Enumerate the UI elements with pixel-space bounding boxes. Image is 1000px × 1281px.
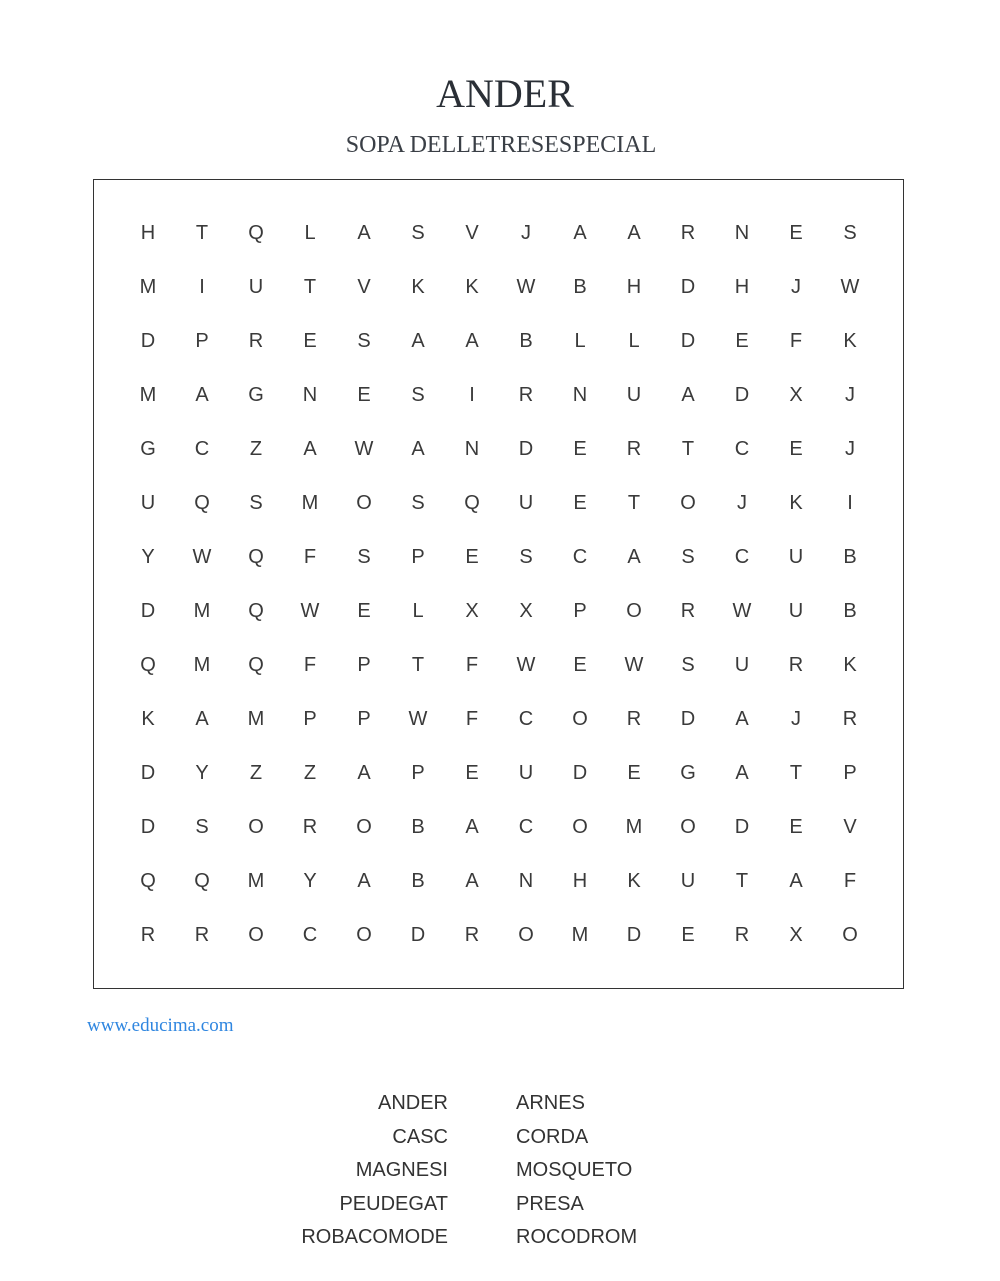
grid-cell-r10-c9[interactable]: E: [627, 761, 641, 784]
grid-cell-r2-c2[interactable]: R: [248, 329, 264, 352]
grid-cell-r2-c1[interactable]: P: [195, 329, 209, 352]
grid-cell-r11-c6[interactable]: A: [465, 815, 479, 838]
grid-cell-r12-c13[interactable]: F: [843, 869, 857, 892]
grid-cell-r6-c12[interactable]: U: [788, 545, 804, 568]
word-list-item: MAGNESI: [355, 1159, 448, 1181]
grid-cell-r12-c3[interactable]: Y: [303, 869, 317, 892]
grid-cell-r9-c5[interactable]: W: [408, 707, 428, 730]
grid-cell-r12-c8[interactable]: H: [572, 869, 588, 892]
word-list-item: ARNES: [516, 1092, 585, 1114]
grid-cell-r8-c4[interactable]: P: [357, 653, 371, 676]
grid-cell-r8-c3[interactable]: F: [303, 653, 317, 676]
grid-cell-r13-c7[interactable]: O: [518, 923, 534, 946]
grid-cell-r7-c13[interactable]: B: [843, 599, 857, 622]
grid-cell-r5-c6[interactable]: Q: [464, 491, 480, 514]
grid-cell-r6-c6[interactable]: E: [465, 545, 479, 568]
grid-cell-r5-c13[interactable]: I: [847, 491, 853, 514]
grid-cell-r7-c10[interactable]: R: [680, 599, 696, 622]
grid-cell-r3-c3[interactable]: N: [302, 383, 318, 406]
word-list-row: [0, 1155, 1000, 1189]
grid-cell-r11-c12[interactable]: E: [789, 815, 803, 838]
word-list-row: [0, 1088, 1000, 1122]
grid-cell-r12-c4[interactable]: A: [357, 869, 371, 892]
grid-cell-r9-c13[interactable]: R: [842, 707, 858, 730]
grid-cell-r3-c10[interactable]: A: [681, 383, 695, 406]
word-list-row: [0, 1222, 1000, 1256]
grid-cell-r4-c5[interactable]: A: [411, 437, 425, 460]
grid-cell-r13-c8[interactable]: M: [571, 923, 589, 946]
grid-cell-r5-c10[interactable]: O: [680, 491, 696, 514]
grid-cell-r1-c3[interactable]: T: [303, 275, 317, 298]
grid-cell-r2-c13[interactable]: K: [843, 329, 857, 352]
grid-cell-r8-c13[interactable]: K: [843, 653, 857, 676]
grid-cell-r11-c10[interactable]: O: [680, 815, 696, 838]
grid-cell-r3-c6[interactable]: I: [469, 383, 475, 406]
grid-cell-r13-c9[interactable]: D: [626, 923, 642, 946]
grid-cell-r10-c3[interactable]: Z: [303, 761, 317, 784]
grid-cell-r1-c12[interactable]: J: [791, 275, 801, 298]
grid-cell-r5-c12[interactable]: K: [789, 491, 803, 514]
grid-cell-r3-c12[interactable]: X: [789, 383, 803, 406]
grid-cell-r4-c13[interactable]: J: [845, 437, 855, 460]
grid-cell-r11-c2[interactable]: O: [248, 815, 264, 838]
grid-cell-r11-c4[interactable]: O: [356, 815, 372, 838]
grid-cell-r3-c0[interactable]: M: [139, 383, 157, 406]
grid-cell-r1-c13[interactable]: W: [840, 275, 860, 298]
grid-cell-r2-c0[interactable]: D: [140, 329, 156, 352]
grid-cell-r1-c10[interactable]: D: [680, 275, 696, 298]
grid-cell-r12-c11[interactable]: T: [735, 869, 749, 892]
word-list-item: MOSQUETO: [516, 1159, 633, 1181]
grid-cell-r1-c1[interactable]: I: [199, 275, 205, 298]
grid-cell-r5-c3[interactable]: M: [301, 491, 319, 514]
grid-cell-r5-c4[interactable]: O: [356, 491, 372, 514]
word-list-item: ROCODROM: [516, 1226, 638, 1248]
grid-cell-r1-c2[interactable]: U: [248, 275, 264, 298]
grid-cell-r10-c4[interactable]: A: [357, 761, 371, 784]
word-list-row: [0, 1122, 1000, 1156]
grid-cell-r4-c8[interactable]: E: [573, 437, 587, 460]
grid-cell-r9-c3[interactable]: P: [303, 707, 317, 730]
grid-cell-r10-c10[interactable]: G: [680, 761, 696, 784]
grid-cell-r10-c6[interactable]: E: [465, 761, 479, 784]
grid-cell-r12-c10[interactable]: U: [680, 869, 696, 892]
grid-cell-r10-c1[interactable]: Y: [195, 761, 209, 784]
grid-cell-r12-c1[interactable]: Q: [194, 869, 210, 892]
grid-cell-r11-c0[interactable]: D: [140, 815, 156, 838]
grid-cell-r8-c11[interactable]: U: [734, 653, 750, 676]
grid-cell-r9-c8[interactable]: O: [572, 707, 588, 730]
grid-cell-r6-c13[interactable]: B: [843, 545, 857, 568]
grid-cell-r13-c0[interactable]: R: [140, 923, 156, 946]
grid-cell-r6-c1[interactable]: W: [192, 545, 212, 568]
grid-cell-r3-c7[interactable]: R: [518, 383, 534, 406]
grid-cell-r0-c4[interactable]: A: [357, 221, 371, 244]
grid-cell-r7-c1[interactable]: M: [193, 599, 211, 622]
grid-cell-r9-c2[interactable]: M: [247, 707, 265, 730]
grid-cell-r0-c11[interactable]: N: [734, 221, 750, 244]
word-list-item: PRESA: [516, 1192, 584, 1215]
grid-cell-r0-c13[interactable]: S: [843, 221, 857, 244]
grid-cell-r2-c5[interactable]: A: [411, 329, 425, 352]
grid-cell-r13-c10[interactable]: E: [681, 923, 695, 946]
grid-cell-r7-c8[interactable]: P: [573, 599, 587, 622]
grid-cell-r6-c3[interactable]: F: [303, 545, 317, 568]
grid-cell-r12-c12[interactable]: A: [789, 869, 803, 892]
grid-cell-r11-c7[interactable]: C: [518, 815, 534, 838]
grid-cell-r11-c3[interactable]: R: [302, 815, 318, 838]
grid-cell-r6-c5[interactable]: P: [411, 545, 425, 568]
grid-cell-r9-c11[interactable]: A: [735, 707, 749, 730]
grid-cell-r11-c5[interactable]: B: [411, 815, 425, 838]
grid-cell-r11-c11[interactable]: D: [734, 815, 750, 838]
grid-cell-r7-c7[interactable]: X: [519, 599, 533, 622]
grid-cell-r3-c4[interactable]: E: [357, 383, 371, 406]
grid-cell-r9-c1[interactable]: A: [195, 707, 209, 730]
grid-cell-r13-c1[interactable]: R: [194, 923, 210, 946]
grid-cell-r5-c7[interactable]: U: [518, 491, 534, 514]
grid-cell-r6-c7[interactable]: S: [519, 545, 533, 568]
grid-cell-r9-c6[interactable]: F: [465, 707, 479, 730]
grid-cell-r1-c5[interactable]: K: [411, 275, 425, 298]
puzzle-subtitle: SOPA DELLETRESESPECIAL: [345, 132, 657, 158]
grid-cell-r4-c11[interactable]: C: [734, 437, 750, 460]
grid-cell-r11-c8[interactable]: O: [572, 815, 588, 838]
grid-cell-r8-c7[interactable]: W: [516, 653, 536, 676]
grid-cell-r8-c10[interactable]: S: [681, 653, 695, 676]
grid-cell-r4-c4[interactable]: W: [354, 437, 374, 460]
grid-cell-r0-c2[interactable]: Q: [248, 221, 264, 244]
grid-cell-r5-c11[interactable]: J: [737, 491, 747, 514]
grid-cell-r4-c12[interactable]: E: [789, 437, 803, 460]
grid-cell-r3-c2[interactable]: G: [248, 383, 264, 406]
grid-cell-r0-c6[interactable]: V: [465, 221, 479, 244]
grid-cell-r10-c0[interactable]: D: [140, 761, 156, 784]
grid-cell-r2-c8[interactable]: L: [574, 329, 586, 352]
grid-cell-r9-c10[interactable]: D: [680, 707, 696, 730]
grid-cell-r12-c6[interactable]: A: [465, 869, 479, 892]
grid-cell-r9-c9[interactable]: R: [626, 707, 642, 730]
grid-cell-r8-c9[interactable]: W: [624, 653, 644, 676]
grid-cell-r13-c11[interactable]: R: [734, 923, 750, 946]
grid-cell-r6-c9[interactable]: A: [627, 545, 641, 568]
grid-cell-r10-c12[interactable]: T: [789, 761, 803, 784]
grid-cell-r1-c9[interactable]: H: [626, 275, 642, 298]
grid-cell-r13-c4[interactable]: O: [356, 923, 372, 946]
grid-cell-r3-c5[interactable]: S: [411, 383, 425, 406]
grid-cell-r2-c12[interactable]: F: [789, 329, 803, 352]
grid-cell-r5-c1[interactable]: Q: [194, 491, 210, 514]
grid-cell-r13-c6[interactable]: R: [464, 923, 480, 946]
grid-cell-r12-c2[interactable]: M: [247, 869, 265, 892]
grid-cell-r0-c0[interactable]: H: [140, 221, 156, 244]
grid-cell-r10-c8[interactable]: D: [572, 761, 588, 784]
grid-cell-r10-c5[interactable]: P: [411, 761, 425, 784]
website-link[interactable]: www.educima.com: [87, 1015, 234, 1036]
grid-cell-r4-c1[interactable]: C: [194, 437, 210, 460]
grid-cell-r3-c13[interactable]: J: [845, 383, 855, 406]
word-list-row: [0, 1189, 1000, 1223]
grid-cell-r0-c7[interactable]: J: [521, 221, 531, 244]
grid-cell-r0-c9[interactable]: A: [627, 221, 641, 244]
grid-cell-r13-c3[interactable]: C: [302, 923, 318, 946]
grid-cell-r1-c4[interactable]: V: [357, 275, 371, 298]
grid-cell-r8-c2[interactable]: Q: [248, 653, 264, 676]
grid-cell-r10-c2[interactable]: Z: [249, 761, 263, 784]
grid-cell-r3-c11[interactable]: D: [734, 383, 750, 406]
grid-cell-r6-c11[interactable]: C: [734, 545, 750, 568]
grid-cell-r9-c7[interactable]: C: [518, 707, 534, 730]
grid-cell-r4-c6[interactable]: N: [464, 437, 480, 460]
grid-cell-r8-c5[interactable]: T: [411, 653, 425, 676]
grid-cell-r2-c10[interactable]: D: [680, 329, 696, 352]
grid-cell-r7-c11[interactable]: W: [732, 599, 752, 622]
grid-cell-r11-c1[interactable]: S: [195, 815, 209, 838]
grid-cell-r7-c2[interactable]: Q: [248, 599, 264, 622]
grid-cell-r6-c0[interactable]: Y: [141, 545, 155, 568]
grid-cell-r8-c0[interactable]: Q: [140, 653, 156, 676]
word-list-item: ROBACOMODE: [301, 1226, 448, 1248]
grid-cell-r10-c7[interactable]: U: [518, 761, 534, 784]
grid-cell-r2-c7[interactable]: B: [519, 329, 533, 352]
grid-cell-r2-c11[interactable]: E: [735, 329, 749, 352]
grid-cell-r0-c3[interactable]: L: [304, 221, 316, 244]
grid-cell-r7-c5[interactable]: L: [412, 599, 424, 622]
grid-cell-r6-c4[interactable]: S: [357, 545, 371, 568]
grid-cell-r13-c13[interactable]: O: [842, 923, 858, 946]
grid-cell-r13-c2[interactable]: O: [248, 923, 264, 946]
grid-cell-r8-c8[interactable]: E: [573, 653, 587, 676]
grid-cell-r7-c0[interactable]: D: [140, 599, 156, 622]
grid-cell-r6-c10[interactable]: S: [681, 545, 695, 568]
grid-cell-r12-c7[interactable]: N: [518, 869, 534, 892]
grid-cell-r9-c4[interactable]: P: [357, 707, 371, 730]
grid-cell-r2-c9[interactable]: L: [628, 329, 640, 352]
grid-cell-r4-c3[interactable]: A: [303, 437, 317, 460]
grid-cell-r8-c6[interactable]: F: [465, 653, 479, 676]
word-list-item: PEUDEGAT: [339, 1192, 448, 1215]
grid-cell-r8-c1[interactable]: M: [193, 653, 211, 676]
grid-cell-r1-c7[interactable]: W: [516, 275, 536, 298]
word-list-item: CASC: [392, 1125, 448, 1148]
grid-cell-r5-c2[interactable]: S: [249, 491, 263, 514]
word-list-item: ANDER: [377, 1092, 448, 1114]
grid-cell-r2-c4[interactable]: S: [357, 329, 371, 352]
grid-cell-r6-c2[interactable]: Q: [248, 545, 264, 568]
grid-cell-r9-c0[interactable]: K: [141, 707, 155, 730]
grid-cell-r2-c6[interactable]: A: [465, 329, 479, 352]
grid-cell-r5-c8[interactable]: E: [573, 491, 587, 514]
grid-cell-r4-c0[interactable]: G: [140, 437, 156, 460]
grid-cell-r7-c9[interactable]: O: [626, 599, 642, 622]
grid-cell-r0-c10[interactable]: R: [680, 221, 696, 244]
grid-cell-r4-c2[interactable]: Z: [249, 437, 263, 460]
grid-cell-r10-c13[interactable]: P: [843, 761, 857, 784]
grid-cell-r7-c6[interactable]: X: [465, 599, 479, 622]
grid-cell-r3-c8[interactable]: N: [572, 383, 588, 406]
grid-cell-r1-c6[interactable]: K: [465, 275, 479, 298]
grid-cell-r4-c9[interactable]: R: [626, 437, 642, 460]
grid-cell-r11-c9[interactable]: M: [625, 815, 643, 838]
grid-cell-r12-c5[interactable]: B: [411, 869, 425, 892]
grid-cell-r0-c12[interactable]: E: [789, 221, 803, 244]
grid-cell-r3-c9[interactable]: U: [626, 383, 642, 406]
puzzle-title: ANDER: [436, 71, 574, 116]
grid-cell-r11-c13[interactable]: V: [843, 815, 857, 838]
grid-cell-r5-c9[interactable]: T: [627, 491, 641, 514]
grid-cell-r9-c12[interactable]: J: [791, 707, 801, 730]
grid-cell-r7-c4[interactable]: E: [357, 599, 371, 622]
grid-cell-r10-c11[interactable]: A: [735, 761, 749, 784]
grid-cell-r0-c8[interactable]: A: [573, 221, 587, 244]
grid-cell-r5-c5[interactable]: S: [411, 491, 425, 514]
grid-cell-r4-c7[interactable]: D: [518, 437, 534, 460]
grid-cell-r6-c8[interactable]: C: [572, 545, 588, 568]
grid-cell-r12-c9[interactable]: K: [627, 869, 641, 892]
grid-cell-r1-c0[interactable]: M: [139, 275, 157, 298]
grid-cell-r1-c8[interactable]: B: [573, 275, 587, 298]
grid-cell-r13-c12[interactable]: X: [789, 923, 803, 946]
grid-cell-r4-c10[interactable]: T: [681, 437, 695, 460]
grid-cell-r2-c3[interactable]: E: [303, 329, 317, 352]
grid-cell-r7-c3[interactable]: W: [300, 599, 320, 622]
grid-cell-r1-c11[interactable]: H: [734, 275, 750, 298]
word-search-grid[interactable]: [121, 206, 877, 962]
grid-cell-r0-c5[interactable]: S: [411, 221, 425, 244]
grid-cell-r0-c1[interactable]: T: [195, 221, 209, 244]
word-list-item: CORDA: [516, 1125, 589, 1148]
grid-cell-r8-c12[interactable]: R: [788, 653, 804, 676]
grid-cell-r12-c0[interactable]: Q: [140, 869, 156, 892]
grid-cell-r7-c12[interactable]: U: [788, 599, 804, 622]
word-list: [0, 1088, 1000, 1256]
grid-cell-r5-c0[interactable]: U: [140, 491, 156, 514]
grid-cell-r13-c5[interactable]: D: [410, 923, 426, 946]
grid-cell-r3-c1[interactable]: A: [195, 383, 209, 406]
